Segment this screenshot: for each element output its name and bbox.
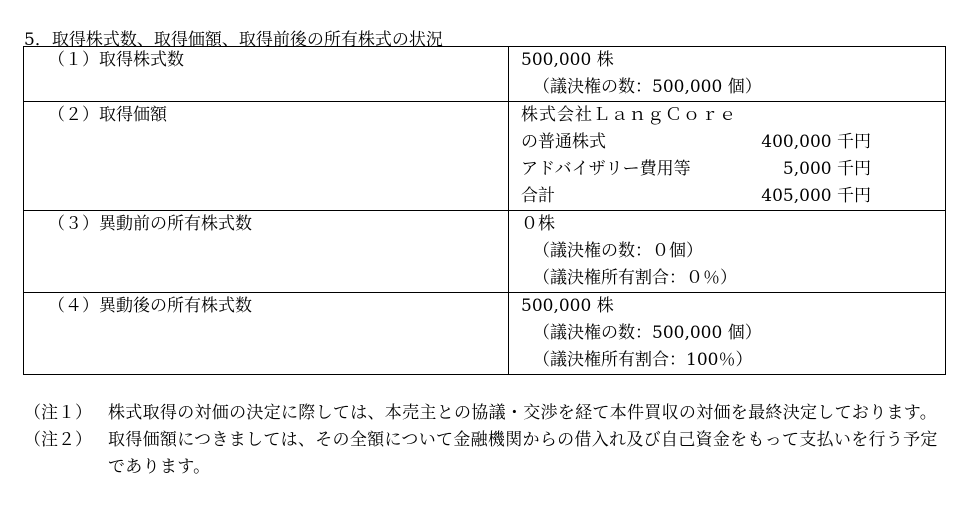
section-title: 5．取得株式数、取得価額、取得前後の所有株式の状況 [24, 30, 443, 50]
note-marker: （注２） [24, 430, 92, 450]
amount-row [521, 183, 945, 210]
row-value [509, 102, 946, 211]
row-value [509, 211, 946, 293]
notes [24, 400, 949, 481]
row-label [24, 293, 509, 375]
row-value [509, 47, 946, 102]
row-label [24, 47, 509, 102]
value-line: （議決権の数：500,000 個） [533, 323, 762, 343]
value-line: ０株 [521, 214, 555, 234]
table-row [24, 47, 946, 102]
company-name: 株式会社ＬａｎｇＣｏｒｅ [521, 105, 737, 125]
note-text: 取得価額につきましては、その全額について金融機関からの借入れ及び自己資金をもって支払いを行う予定であります。 [108, 430, 938, 477]
amount-label: の普通株式 [521, 132, 606, 152]
row-label-text: （３）異動前の所有株式数 [48, 214, 252, 234]
value-line: （議決権所有割合：100％） [533, 350, 753, 370]
amount-label: アドバイザリー費用等 [521, 159, 691, 179]
value-line: 500,000 株 [521, 50, 614, 70]
row-value [509, 293, 946, 375]
amount-row [521, 129, 945, 156]
row-label [24, 211, 509, 293]
row-label-text: （２）取得価額 [48, 105, 167, 125]
table-row [24, 293, 946, 375]
row-label-text: （１）取得株式数 [48, 50, 184, 70]
value-line: 500,000 株 [521, 296, 614, 316]
amount-row [521, 156, 945, 183]
table-row [24, 102, 946, 211]
share-acquisition-table [23, 46, 946, 375]
amount-value: 5,000 千円 [782, 159, 871, 179]
amount-label: 合計 [521, 186, 555, 206]
row-label [24, 102, 509, 211]
note-2 [24, 427, 949, 481]
value-line: （議決権の数：０個） [533, 241, 703, 261]
note-1 [24, 400, 949, 427]
row-label-text: （４）異動後の所有株式数 [48, 296, 252, 316]
amount-value: 405,000 千円 [761, 186, 871, 206]
note-text: 株式取得の対価の決定に際しては、本売主との協議・交渉を経て本件買収の対価を最終決定しております。 [108, 403, 938, 423]
amount-value: 400,000 千円 [761, 132, 871, 152]
value-line: （議決権所有割合：０％） [533, 268, 737, 288]
note-marker: （注１） [24, 403, 92, 423]
table-row [24, 211, 946, 293]
value-line: （議決権の数：500,000 個） [533, 77, 762, 97]
